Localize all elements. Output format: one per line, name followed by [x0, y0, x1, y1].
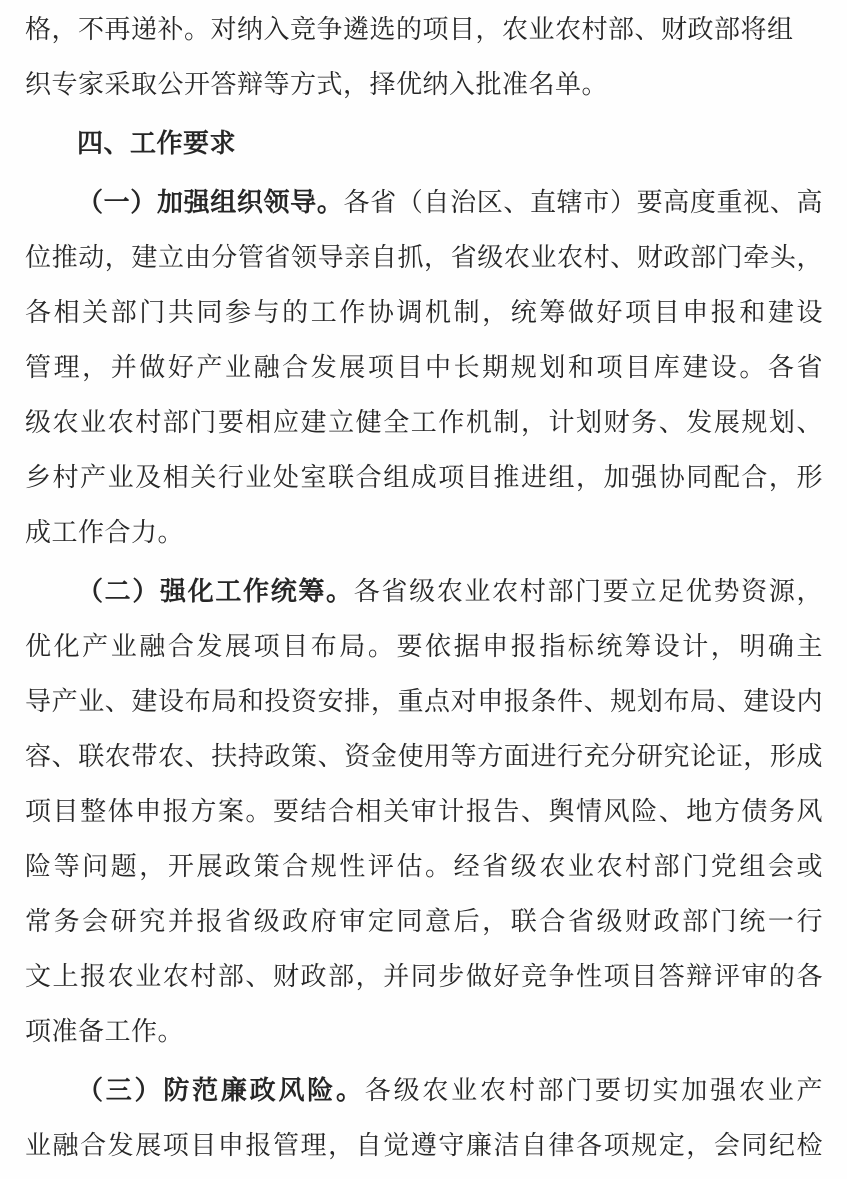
text-line: 成工作合力。 — [25, 518, 185, 547]
text-line: 容、联农带农、扶持政策、资金使用等方面进行充分研究论证，形成 — [25, 742, 823, 771]
text-line: 险等问题，开展政策合规性评估。经省级农业农村部门党组会或 — [25, 852, 823, 881]
clause-heading: （二）强化工作统筹。 — [77, 577, 354, 606]
text-run: 各级农业农村部门要切实加强农业产 — [364, 1076, 823, 1105]
text-line: 导产业、建设布局和投资安排，重点对申报条件、规划布局、建设内 — [25, 687, 823, 716]
text-line: 常务会研究并报省级政府审定同意后，联合省级财政部门统一行 — [25, 907, 823, 936]
text-line — [25, 1063, 823, 1118]
text-line: 文上报农业农村部、财政部，并同步做好竞争性项目答辩评审的各 — [25, 962, 823, 991]
clause-heading: （一）加强组织领导。 — [77, 188, 344, 217]
clause-heading: （三）防范廉政风险。 — [77, 1076, 365, 1105]
text-line: 乡村产业及相关行业处室联合组成项目推进组，加强协同配合，形 — [25, 463, 823, 492]
text-line: 级农业农村部门要相应建立健全工作机制，计划财务、发展规划、 — [25, 408, 823, 437]
text-line: 各相关部门共同参与的工作协调机制，统筹做好项目申报和建设 — [25, 298, 823, 327]
text-line: 优化产业融合发展项目布局。要依据申报指标统筹设计，明确主 — [25, 632, 823, 661]
text-line: 项准备工作。 — [25, 1017, 185, 1046]
text-run: 各省级农业农村部门要立足优势资源， — [353, 577, 823, 606]
text-line: 业融合发展项目申报管理，自觉遵守廉洁自律各项规定，会同纪检 — [25, 1131, 823, 1160]
text-line: 位推动，建立由分管省领导亲自抓，省级农业农村、财政部门牵头， — [25, 243, 823, 272]
text-run: 各省（自治区、直辖市）要高度重视、高 — [343, 188, 823, 217]
text-line — [25, 564, 823, 619]
text-line: 格，不再递补。对纳入竞争遴选的项目，农业农村部、财政部将组 — [25, 15, 794, 44]
section-heading: 四、工作要求 — [77, 128, 237, 158]
text-line: 项目整体申报方案。要结合相关审计报告、舆情风险、地方债务风 — [25, 797, 823, 826]
text-line: 管理，并做好产业融合发展项目中长期规划和项目库建设。各省 — [25, 353, 823, 382]
text-line: 织专家采取公开答辩等方式，择优纳入批准名单。 — [25, 70, 609, 99]
text-line — [25, 175, 823, 230]
